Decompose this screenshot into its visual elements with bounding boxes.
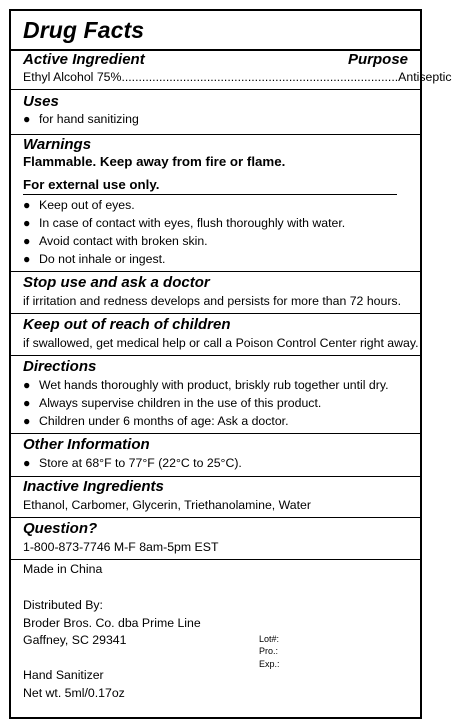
divider-footer [11, 559, 420, 560]
active-ingredient-row [23, 70, 452, 84]
warning-item-text: Avoid contact with broken skin. [39, 234, 208, 248]
divider-other-info [11, 433, 420, 434]
product-name: Hand Sanitizer [23, 668, 104, 682]
warnings-subdivider [23, 194, 397, 195]
bullet-icon: ● [23, 112, 31, 126]
direction-item-text: Wet hands thoroughly with product, briskly rub together until dry. [39, 378, 389, 392]
warnings-heading: Warnings [23, 136, 92, 153]
active-ingredient-heading: Active Ingredient [23, 51, 145, 68]
warning-item [23, 234, 208, 248]
divider-stop-use [11, 271, 420, 272]
divider-inactive [11, 476, 420, 477]
warning-item-text: In case of contact with eyes, flush thoroughly with water. [39, 216, 346, 230]
direction-item-text: Children under 6 months of age: Ask a doctor. [39, 414, 289, 428]
stop-use-text: if irritation and redness develops and persists for more than 72 hours. [23, 294, 401, 308]
stop-use-heading: Stop use and ask a doctor [23, 274, 210, 291]
direction-item [23, 414, 289, 428]
directions-heading: Directions [23, 358, 97, 375]
net-weight: Net wt. 5ml/0.17oz [23, 686, 125, 700]
inactive-heading: Inactive Ingredients [23, 478, 164, 495]
active-ingredient-name: Ethyl Alcohol 75% [23, 70, 122, 84]
other-info-heading: Other Information [23, 436, 150, 453]
question-phone: 1-800-873-7746 M-F 8am-5pm EST [23, 540, 219, 554]
uses-item [23, 112, 139, 126]
leader-dots: ................................................................................. [121, 70, 399, 84]
direction-item [23, 396, 321, 410]
warning-item [23, 198, 135, 212]
pro-label: Pro.: [259, 646, 279, 656]
question-heading: Question? [23, 520, 98, 537]
uses-item-text: for hand sanitizing [39, 112, 139, 126]
divider-keep-out [11, 313, 420, 314]
divider-uses [11, 89, 420, 90]
bullet-icon: ● [23, 252, 31, 266]
bullet-icon: ● [23, 216, 31, 230]
keep-out-heading: Keep out of reach of children [23, 316, 231, 333]
inactive-text: Ethanol, Carbomer, Glycerin, Triethanolamine, Water [23, 498, 311, 512]
made-in-text: Made in China [23, 562, 103, 576]
drug-facts-title: Drug Facts [23, 17, 145, 43]
uses-heading: Uses [23, 93, 59, 110]
direction-item-text: Always supervise children in the use of this product. [39, 396, 322, 410]
divider-directions [11, 355, 420, 356]
warning-item-text: Do not inhale or ingest. [39, 252, 166, 266]
divider-question [11, 517, 420, 518]
purpose-heading: Purpose [347, 51, 408, 68]
keep-out-text: if swallowed, get medical help or call a Poison Control Center right away. [23, 336, 419, 350]
external-use-warning: For external use only. [23, 177, 160, 192]
active-ingredient-purpose: Antiseptic [398, 70, 452, 84]
exp-label: Exp.: [259, 659, 280, 669]
bullet-icon: ● [23, 234, 31, 248]
bullet-icon: ● [23, 396, 31, 410]
drug-facts-panel [9, 9, 452, 719]
distributor-company: Broder Bros. Co. dba Prime Line [23, 616, 201, 630]
warning-item [23, 252, 165, 266]
warning-item [23, 216, 345, 230]
bullet-icon: ● [23, 414, 31, 428]
other-info-item [23, 456, 242, 470]
warning-item-text: Keep out of eyes. [39, 198, 135, 212]
lot-label: Lot#: [259, 634, 280, 644]
bullet-icon: ● [23, 378, 31, 392]
bullet-icon: ● [23, 198, 31, 212]
distributor-address: Gaffney, SC 29341 [23, 633, 127, 647]
direction-item [23, 378, 389, 392]
bullet-icon: ● [23, 456, 31, 470]
other-info-item-text: Store at 68°F to 77°F (22°C to 25°C). [39, 456, 242, 470]
divider-warnings [11, 134, 420, 135]
distributed-by-label: Distributed By: [23, 598, 103, 612]
flammable-warning: Flammable. Keep away from fire or flame. [23, 154, 286, 169]
